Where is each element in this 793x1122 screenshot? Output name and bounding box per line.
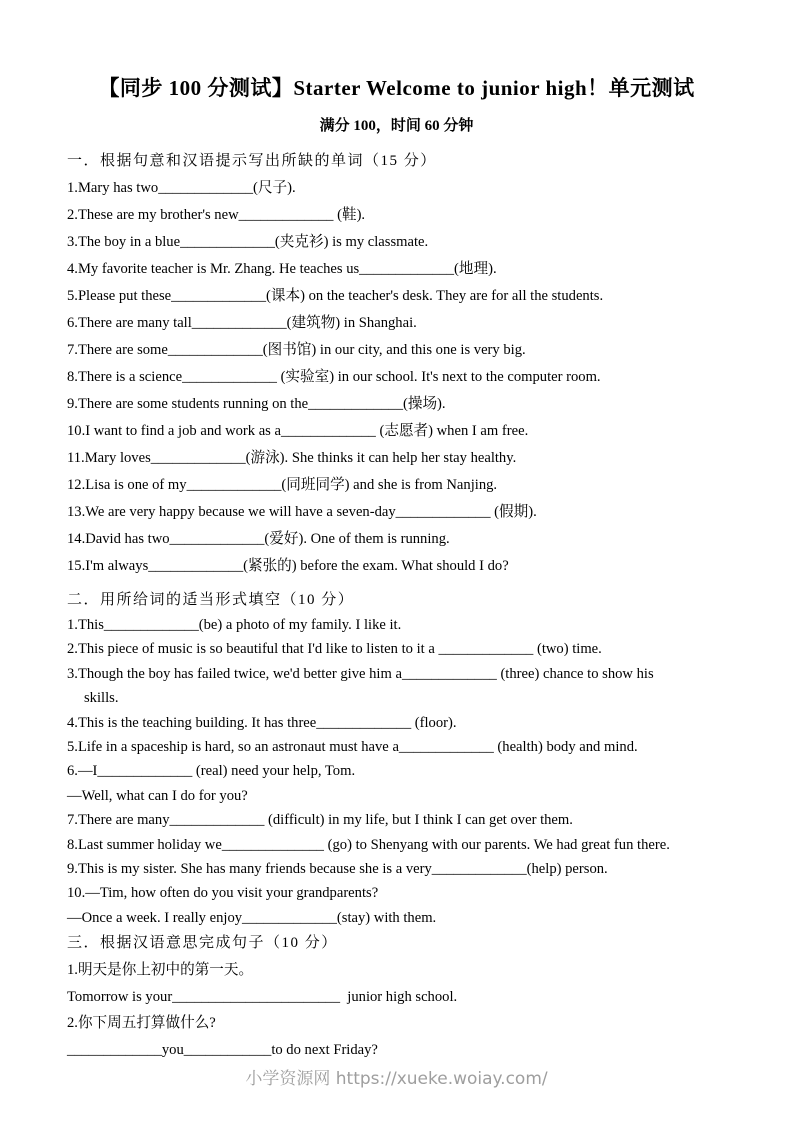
footer-watermark: 小学资源网 https://xueke.woiay.com/ [245,1069,548,1089]
page-title: 【同步 100 分测试】Starter Welcome to junior high！单元测试 [98,76,695,100]
question-line: 2.This piece of music is so beautiful that I'd like to listen to it a _____________ (two) time. [67,641,602,658]
question-line: 10.I want to find a job and work as a_____________ (志愿者) when I am free. [67,423,529,439]
question-line: 1.This_____________(be) a photo of my family. I like it. [67,617,402,633]
question-line: 2.你下周五打算做什么? [67,1015,216,1032]
question-line: 11.Mary loves_____________(游泳). She thinks it can help her stay healthy. [67,450,517,466]
question-line: 1.明天是你上初中的第一天。 [67,962,254,979]
question-line: 7.There are some_____________(图书馆) in our city, and this one is very big. [67,342,526,358]
section-heading: 三．根据汉语意思完成句子（10 分） [67,935,338,952]
page-subtitle: 满分 100，时间 60 分钟 [319,118,474,134]
section-heading: 二．用所给词的适当形式填空（10 分） [67,592,355,608]
question-line: skills. [84,690,119,707]
question-line: 6.—I_____________ (real) need your help, Tom. [67,763,356,780]
section-heading: 一．根据句意和汉语提示写出所缺的单词（15 分） [67,153,437,169]
question-line: 13.We are very happy because we will have a seven-day_____________ (假期). [67,504,537,520]
question-line: 8.Last summer holiday we______________ (go) to Shenyang with our parents. We had great fun there. [67,836,670,853]
question-line: Tomorrow is your_______________________ junior high school. [67,988,458,1005]
question-line: 8.There is a science_____________ (实验室) in our school. It's next to the computer room. [67,369,601,385]
question-line: 2.These are my brother's new_____________ (鞋). [67,207,366,223]
question-line: 12.Lisa is one of my_____________(同班同学) and she is from Nanjing. [67,477,498,493]
question-line: 9.There are some students running on the_____________(操场). [67,396,446,412]
section [67,148,755,580]
question-line: 3.Though the boy has failed twice, we'd better give him a_____________ (three) chance to show his [67,665,654,682]
section [67,930,755,1064]
question-line: 6.There are many tall_____________(建筑物) in Shanghai. [67,315,417,331]
question-line: 7.There are many_____________ (difficult) in my life, but I think I can get over them. [67,812,573,829]
sections [0,148,793,1064]
question-line: 3.The boy in a blue_____________(夹克衫) is my classmate. [67,234,429,250]
question-line: 4.My favorite teacher is Mr. Zhang. He teaches us_____________(地理). [67,261,497,277]
question-line: 9.This is my sister. She has many friends because she is a very_____________(help) person. [67,860,608,877]
question-line: 5.Please put these_____________(课本) on the teacher's desk. They are for all the students. [67,288,604,304]
section [67,588,755,930]
question-line: 1.Mary has two_____________(尺子). [67,180,296,196]
question-line: 10.—Tim, how often do you visit your grandparents? [67,885,379,902]
question-line: —Once a week. I really enjoy_____________(stay) with them. [67,909,437,926]
question-line: _____________you____________to do next Friday? [67,1042,378,1059]
question-line: 4.This is the teaching building. It has three_____________ (floor). [67,714,457,731]
question-line: 15.I'm always_____________(紧张的) before the exam. What should I do? [67,558,509,574]
question-line: —Well, what can I do for you? [67,787,248,804]
question-line: 5.Life in a spaceship is hard, so an astronaut must have a_____________ (health) body and mind. [67,738,638,755]
question-line: 14.David has two_____________(爱好). One of them is running. [67,531,450,547]
